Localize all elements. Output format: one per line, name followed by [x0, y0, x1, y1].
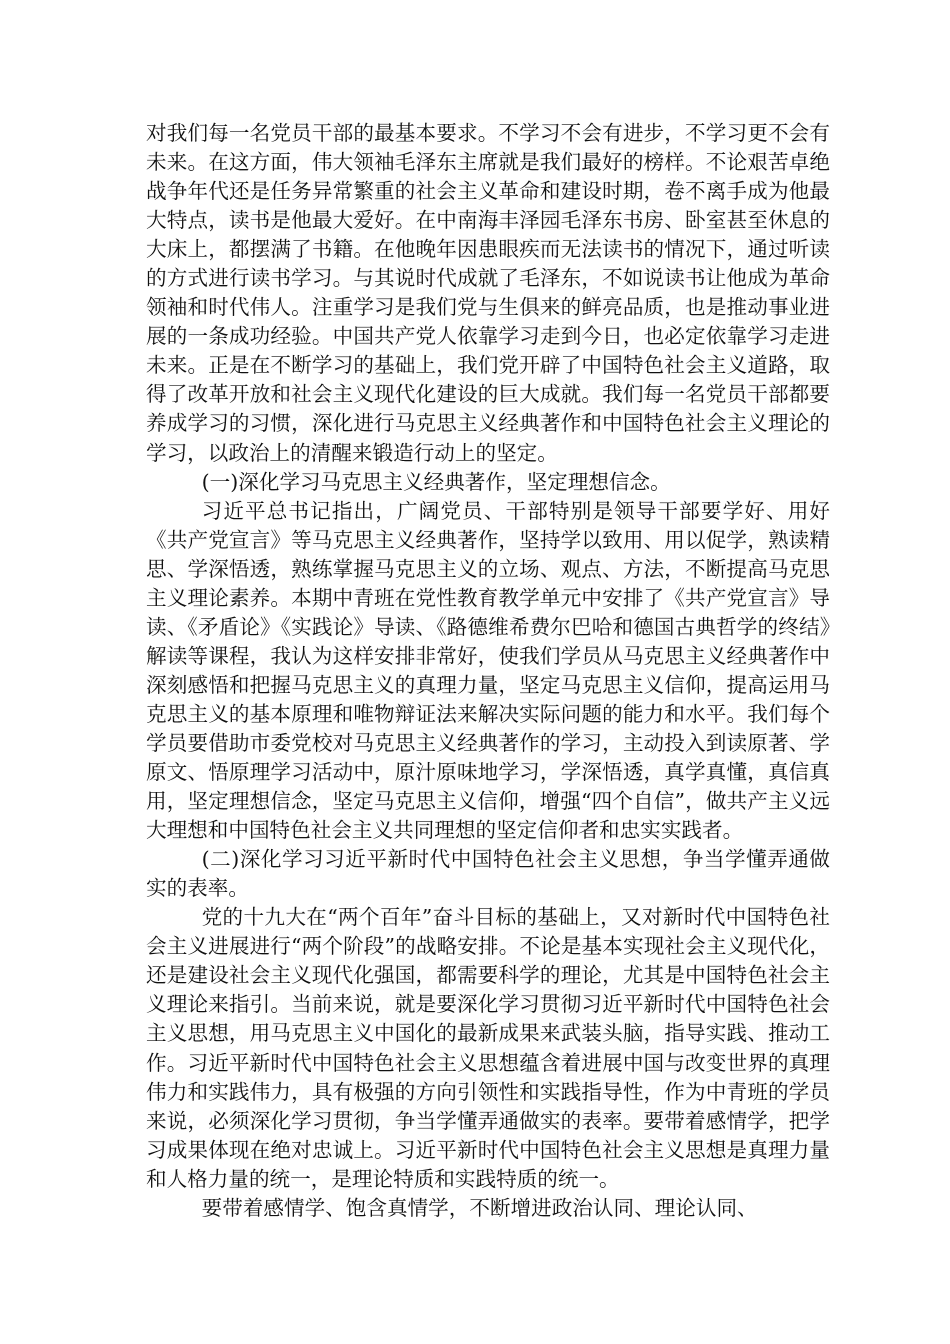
section-heading-one: (一)深化学习马克思主义经典著作，坚定理想信念。	[201, 469, 671, 494]
body-paragraph: 习近平总书记指出，广阔党员、干部特别是领导干部要学好、用好《共产党宣言》等马克思主义经典著作，坚持学以致用、用以促学，熟读精思、学深悟透，熟练掌握马克思主义的立场、观点、方法，不断提高马克思主义理论素养。本期中青班在党性教育教学单元中安排了《共产党宣言》导读、《矛盾论》《实践论》导读、《路德维希费尔巴哈和德国古典哲学的终结》解读等课程，我认为这样安排非常好，使我们学员从马克思主义经典著作中深刻感悟和把握马克思主义的真理力量，坚定马克思主义信仰，提高运用马克思主义的基本原理和唯物辩证法来解决实际问题的能力和水平。我们每个学员要借助市委党校对马克思主义经典著作的学习，主动投入到读原著、学原文、悟原理学习活动中，原汁原味地学习，学深悟透，真学真懂，真信真用，坚定理想信念，坚定马克思主义信仰，增强“四个自信”，做共产主义远大理想和中国特色社会主义共同理想的坚定信仰者和忠实实践者。	[146, 498, 830, 843]
body-paragraph-start: 要带着感情学、饱含真情学，不断增进政治认同、理论认同、	[201, 1195, 758, 1220]
section-heading-two: (二)深化学习习近平新时代中国特色社会主义思想，争当学懂弄通做实的表率。	[146, 847, 830, 901]
body-paragraph-continuation: 对我们每一名党员干部的最基本要求。不学习不会有进步，不学习更不会有未来。在这方面，伟大领袖毛泽东主席就是我们最好的榜样。不论艰苦卓绝战争年代还是任务异常繁重的社会主义革命和建设时期，卷不离手成为他最大特点，读书是他最大爱好。在中南海丰泽园毛泽东书房、卧室甚至休息的大床上，都摆满了书籍。在他晚年因患眼疾而无法读书的情况下，通过听读的方式进行读书学习。与其说时代成就了毛泽东，不如说读书让他成为革命领袖和时代伟人。注重学习是我们党与生俱来的鲜亮品质，也是推动事业进展的一条成功经验。中国共产党人依靠学习走到今日，也必定依靠学习走进未来。正是在不断学习的基础上，我们党开辟了中国特色社会主义道路，取得了改革开放和社会主义现代化建设的巨大成就。我们每一名党员干部都要养成学习的习惯，深化进行马克思主义经典著作和中国特色社会主义理论的学习，以政治上的清醒来锻造行动上的坚定。	[146, 121, 830, 465]
body-paragraph: 党的十九大在“两个百年”奋斗目标的基础上，又对新时代中国特色社会主义进展进行“两个阶段”的战略安排。不论是基本实现社会主义现代化，还是建设社会主义现代化强国，都需要科学的理论，尤其是中国特色社会主义理论来指引。当前来说，就是要深化学习贯彻习近平新时代中国特色社会主义思想，用马克思主义中国化的最新成果来武装头脑，指导实践、推动工作。习近平新时代中国特色社会主义思想蕴含着进展中国与改变世界的真理伟力和实践伟力，具有极强的方向引领性和实践指导性，作为中青班的学员来说，必须深化学习贯彻，争当学懂弄通做实的表率。要带着感情学，把学习成果体现在绝对忠诚上。习近平新时代中国特色社会主义思想是真理力量和人格力量的统一，是理论特质和实践特质的统一。	[146, 905, 830, 1191]
document-page	[146, 119, 830, 1223]
